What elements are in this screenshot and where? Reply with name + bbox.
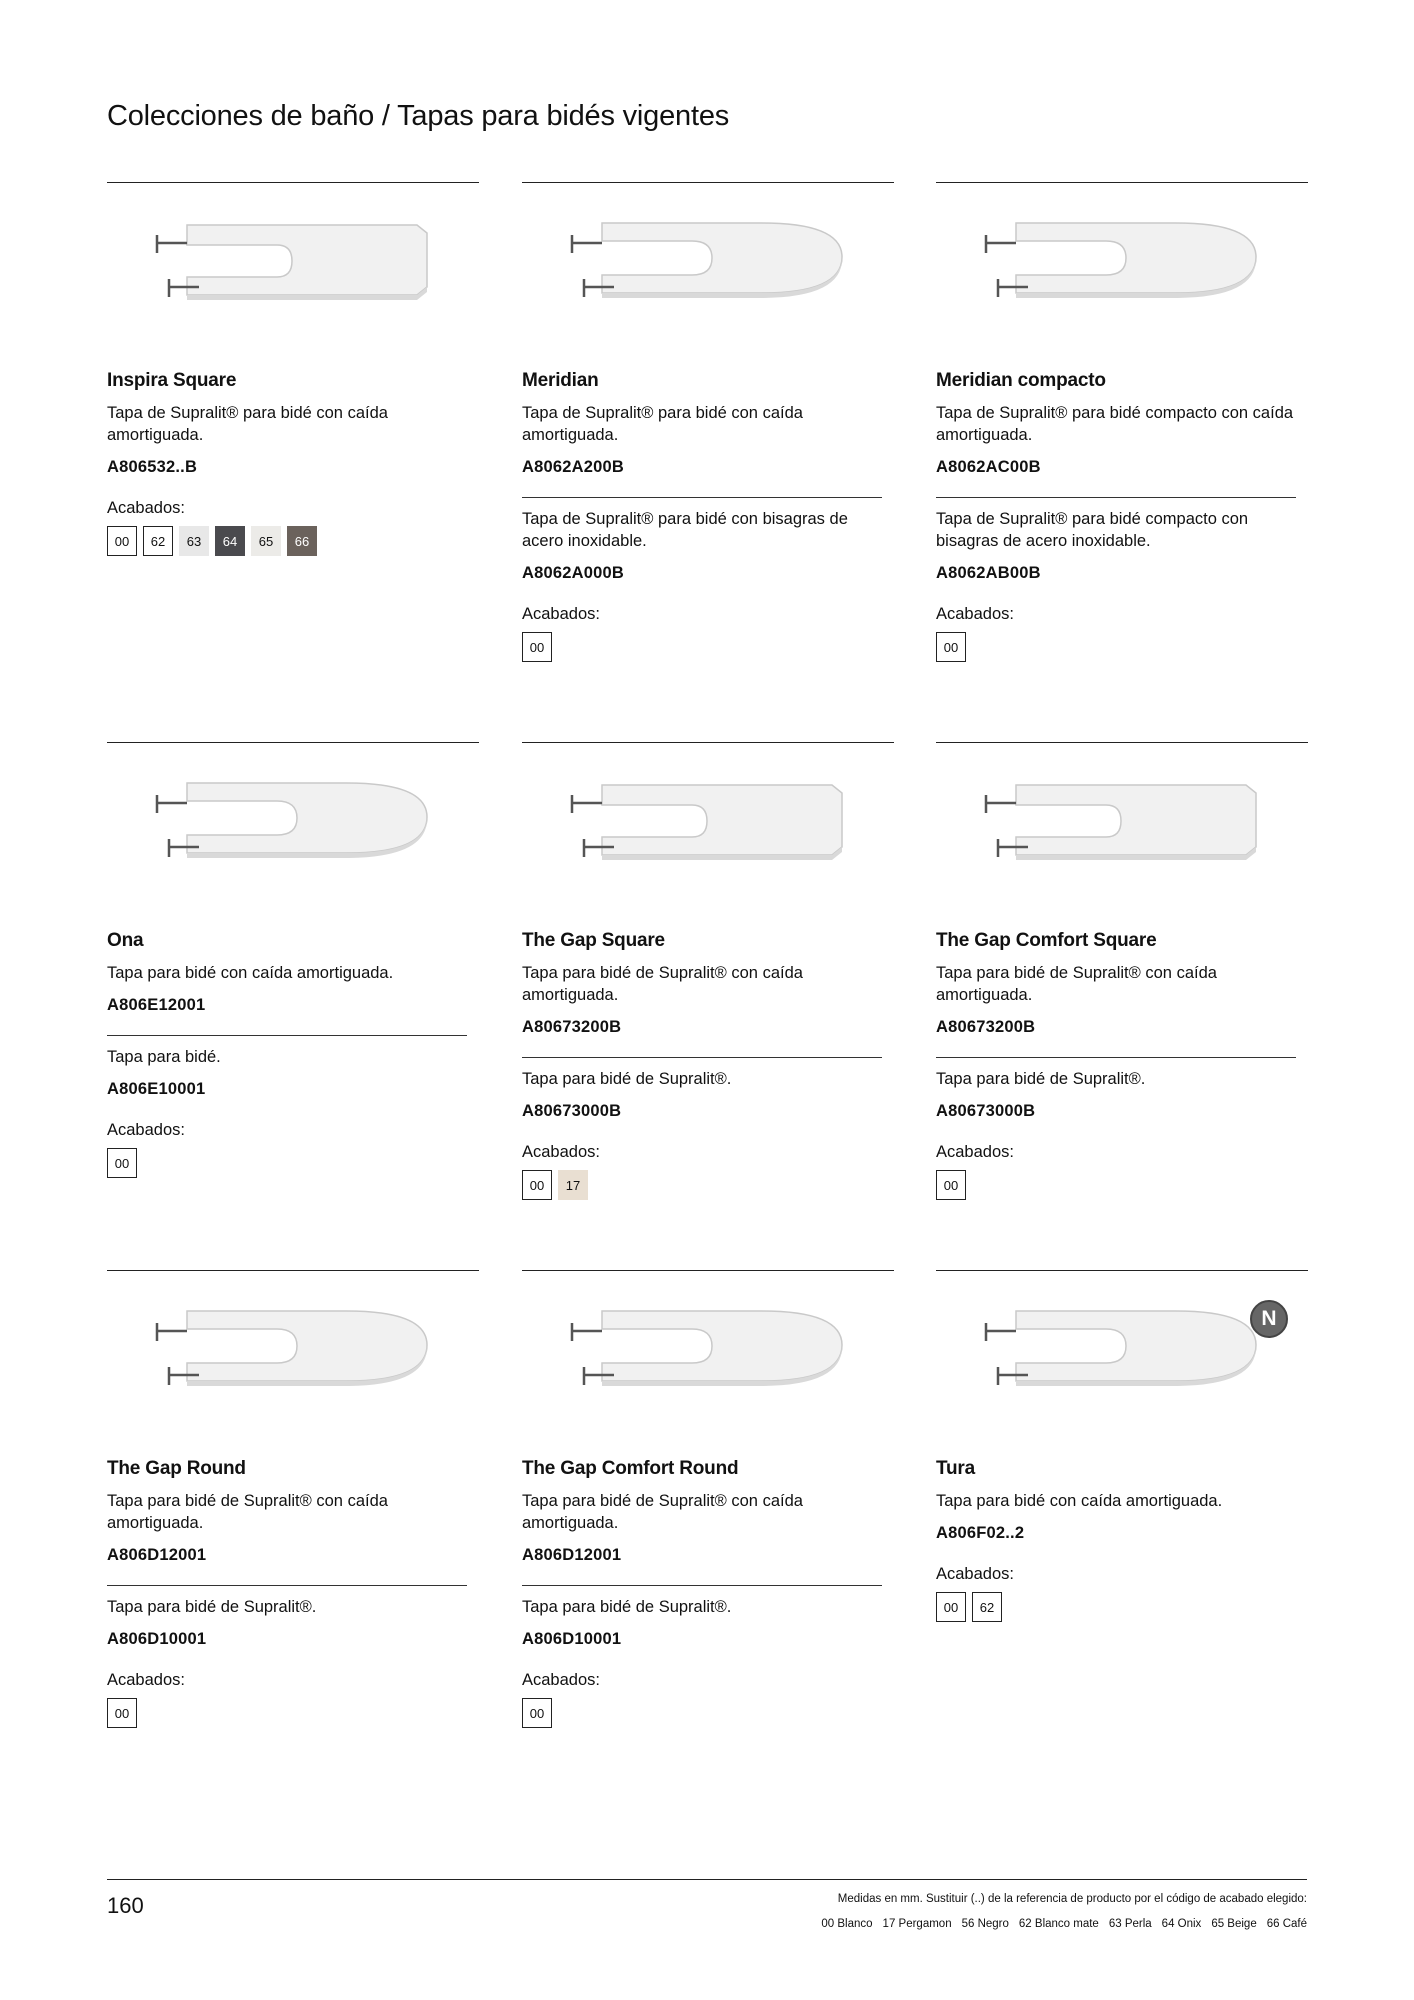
finish-swatch: 00 xyxy=(522,632,552,662)
finish-swatch: 00 xyxy=(936,1170,966,1200)
variant-description: Tapa para bidé de Supralit® con caída amortiguada. xyxy=(936,964,1217,1004)
product-card xyxy=(107,742,479,1178)
product-card xyxy=(522,742,894,1200)
product-code: A806532..B xyxy=(107,458,198,476)
finishes-label: Acabados: xyxy=(107,1671,185,1689)
finish-swatch: 00 xyxy=(107,1148,137,1178)
product-image xyxy=(936,743,1308,928)
product-code: A8062A000B xyxy=(522,564,624,582)
product-image xyxy=(936,183,1308,368)
variant-divider xyxy=(522,1057,882,1058)
product-card xyxy=(936,742,1308,1200)
page-title: Colecciones de baño / Tapas para bidés vigentes xyxy=(107,100,730,132)
variant-description: Tapa para bidé de Supralit® con caída amortiguada. xyxy=(522,1492,803,1532)
finish-swatch: 17 xyxy=(558,1170,588,1200)
product-name: The Gap Square xyxy=(522,930,665,951)
variant-description: Tapa para bidé de Supralit® con caída amortiguada. xyxy=(107,1492,388,1532)
product-name: Inspira Square xyxy=(107,370,237,391)
bidet-seat-icon xyxy=(956,1283,1276,1433)
finish-swatches xyxy=(936,632,1308,662)
finish-swatch: 00 xyxy=(936,1592,966,1622)
variant-description: Tapa de Supralit® para bidé con caída amortiguada. xyxy=(107,404,388,444)
finishes-label: Acabados: xyxy=(936,1565,1014,1583)
legend-item: 64 Onix xyxy=(1161,1918,1202,1930)
legend-item: 62 Blanco mate xyxy=(1018,1918,1099,1930)
product-code: A806D10001 xyxy=(107,1630,207,1648)
product-code: A80673200B xyxy=(522,1018,622,1036)
product-name: Ona xyxy=(107,930,144,951)
finish-swatch: 00 xyxy=(107,526,137,556)
finish-swatches xyxy=(522,1698,894,1728)
product-image xyxy=(522,183,894,368)
variant-description: Tapa para bidé. xyxy=(107,1048,221,1066)
variant-description: Tapa para bidé de Supralit®. xyxy=(107,1598,317,1616)
legend-item: 56 Negro xyxy=(961,1918,1009,1930)
variant-description: Tapa de Supralit® para bidé compacto con bisagras de acero inoxidable. xyxy=(936,510,1249,550)
finish-swatches xyxy=(522,1170,894,1200)
finish-swatches xyxy=(936,1592,1308,1622)
bidet-seat-icon xyxy=(956,755,1276,905)
product-code: A8062AC00B xyxy=(936,458,1041,476)
finish-swatch: 00 xyxy=(107,1698,137,1728)
product-card xyxy=(107,1270,479,1728)
finishes-label: Acabados: xyxy=(936,605,1014,623)
product-code: A8062A200B xyxy=(522,458,624,476)
product-image xyxy=(107,1271,479,1456)
product-name: The Gap Round xyxy=(107,1458,246,1479)
product-card xyxy=(107,182,479,556)
product-name: The Gap Comfort Square xyxy=(936,930,1157,951)
product-image xyxy=(107,183,479,368)
legend-item: 66 Café xyxy=(1266,1918,1307,1930)
variant-divider xyxy=(522,1585,882,1586)
bidet-seat-icon xyxy=(127,755,447,905)
product-code: A806E10001 xyxy=(107,1080,206,1098)
footnote: Medidas en mm. Sustituir (..) de la referencia de producto por el código de acabado elegido: xyxy=(837,1893,1307,1905)
product-image xyxy=(107,743,479,928)
product-code: A806F02..2 xyxy=(936,1524,1025,1542)
finish-swatch: 62 xyxy=(972,1592,1002,1622)
product-code: A8062AB00B xyxy=(936,564,1041,582)
variant-divider xyxy=(107,1035,467,1036)
bidet-seat-icon xyxy=(542,755,862,905)
product-card xyxy=(522,1270,894,1728)
bidet-seat-icon xyxy=(127,195,447,345)
finish-swatch: 00 xyxy=(522,1170,552,1200)
finish-swatches xyxy=(936,1170,1308,1200)
product-image xyxy=(936,1271,1308,1456)
product-image xyxy=(522,743,894,928)
bidet-seat-icon xyxy=(542,1283,862,1433)
variant-description: Tapa para bidé con caída amortiguada. xyxy=(107,964,394,982)
variant-description: Tapa de Supralit® para bidé con caída amortiguada. xyxy=(522,404,803,444)
product-name: Tura xyxy=(936,1458,975,1479)
legend-item: 65 Beige xyxy=(1211,1918,1257,1930)
bidet-seat-icon xyxy=(127,1283,447,1433)
finishes-label: Acabados: xyxy=(107,499,185,517)
finish-swatch: 63 xyxy=(179,526,209,556)
finish-swatch: 62 xyxy=(143,526,173,556)
footer-divider xyxy=(107,1879,1307,1880)
variant-description: Tapa para bidé de Supralit®. xyxy=(522,1598,732,1616)
new-badge: N xyxy=(1250,1300,1288,1338)
finish-swatches xyxy=(522,632,894,662)
legend-item: 00 Blanco xyxy=(821,1918,873,1930)
variant-description: Tapa de Supralit® para bidé con bisagras de acero inoxidable. xyxy=(522,510,848,550)
finish-legend xyxy=(821,1918,1307,1930)
product-name: Meridian compacto xyxy=(936,370,1106,391)
finishes-label: Acabados: xyxy=(522,1143,600,1161)
product-code: A80673200B xyxy=(936,1018,1036,1036)
product-name: The Gap Comfort Round xyxy=(522,1458,739,1479)
finishes-label: Acabados: xyxy=(107,1121,185,1139)
product-code: A806D12001 xyxy=(107,1546,207,1564)
variant-divider xyxy=(107,1585,467,1586)
finishes-label: Acabados: xyxy=(522,605,600,623)
bidet-seat-icon xyxy=(956,195,1276,345)
finish-swatch: 64 xyxy=(215,526,245,556)
finish-swatch: 00 xyxy=(522,1698,552,1728)
legend-item: 63 Perla xyxy=(1108,1918,1152,1930)
product-card xyxy=(936,182,1308,662)
product-code: A806D10001 xyxy=(522,1630,622,1648)
product-image xyxy=(522,1271,894,1456)
product-code: A806D12001 xyxy=(522,1546,622,1564)
product-code: A80673000B xyxy=(936,1102,1036,1120)
page-number: 160 xyxy=(107,1893,144,1918)
finishes-label: Acabados: xyxy=(522,1671,600,1689)
variant-description: Tapa para bidé de Supralit® con caída amortiguada. xyxy=(522,964,803,1004)
bidet-seat-icon xyxy=(542,195,862,345)
product-card xyxy=(522,182,894,662)
finishes-label: Acabados: xyxy=(936,1143,1014,1161)
legend-item: 17 Pergamon xyxy=(882,1918,952,1930)
finish-swatch: 65 xyxy=(251,526,281,556)
product-code: A80673000B xyxy=(522,1102,622,1120)
variant-divider xyxy=(936,1057,1296,1058)
finish-swatches xyxy=(107,526,479,556)
variant-description: Tapa para bidé con caída amortiguada. xyxy=(936,1492,1223,1510)
product-name: Meridian xyxy=(522,370,599,391)
variant-description: Tapa de Supralit® para bidé compacto con caída amortiguada. xyxy=(936,404,1294,444)
finish-swatch: 00 xyxy=(936,632,966,662)
product-code: A806E12001 xyxy=(107,996,206,1014)
variant-divider xyxy=(522,497,882,498)
finish-swatches xyxy=(107,1698,479,1728)
variant-divider xyxy=(936,497,1296,498)
variant-description: Tapa para bidé de Supralit®. xyxy=(936,1070,1146,1088)
finish-swatches xyxy=(107,1148,479,1178)
finish-swatch: 66 xyxy=(287,526,317,556)
variant-description: Tapa para bidé de Supralit®. xyxy=(522,1070,732,1088)
